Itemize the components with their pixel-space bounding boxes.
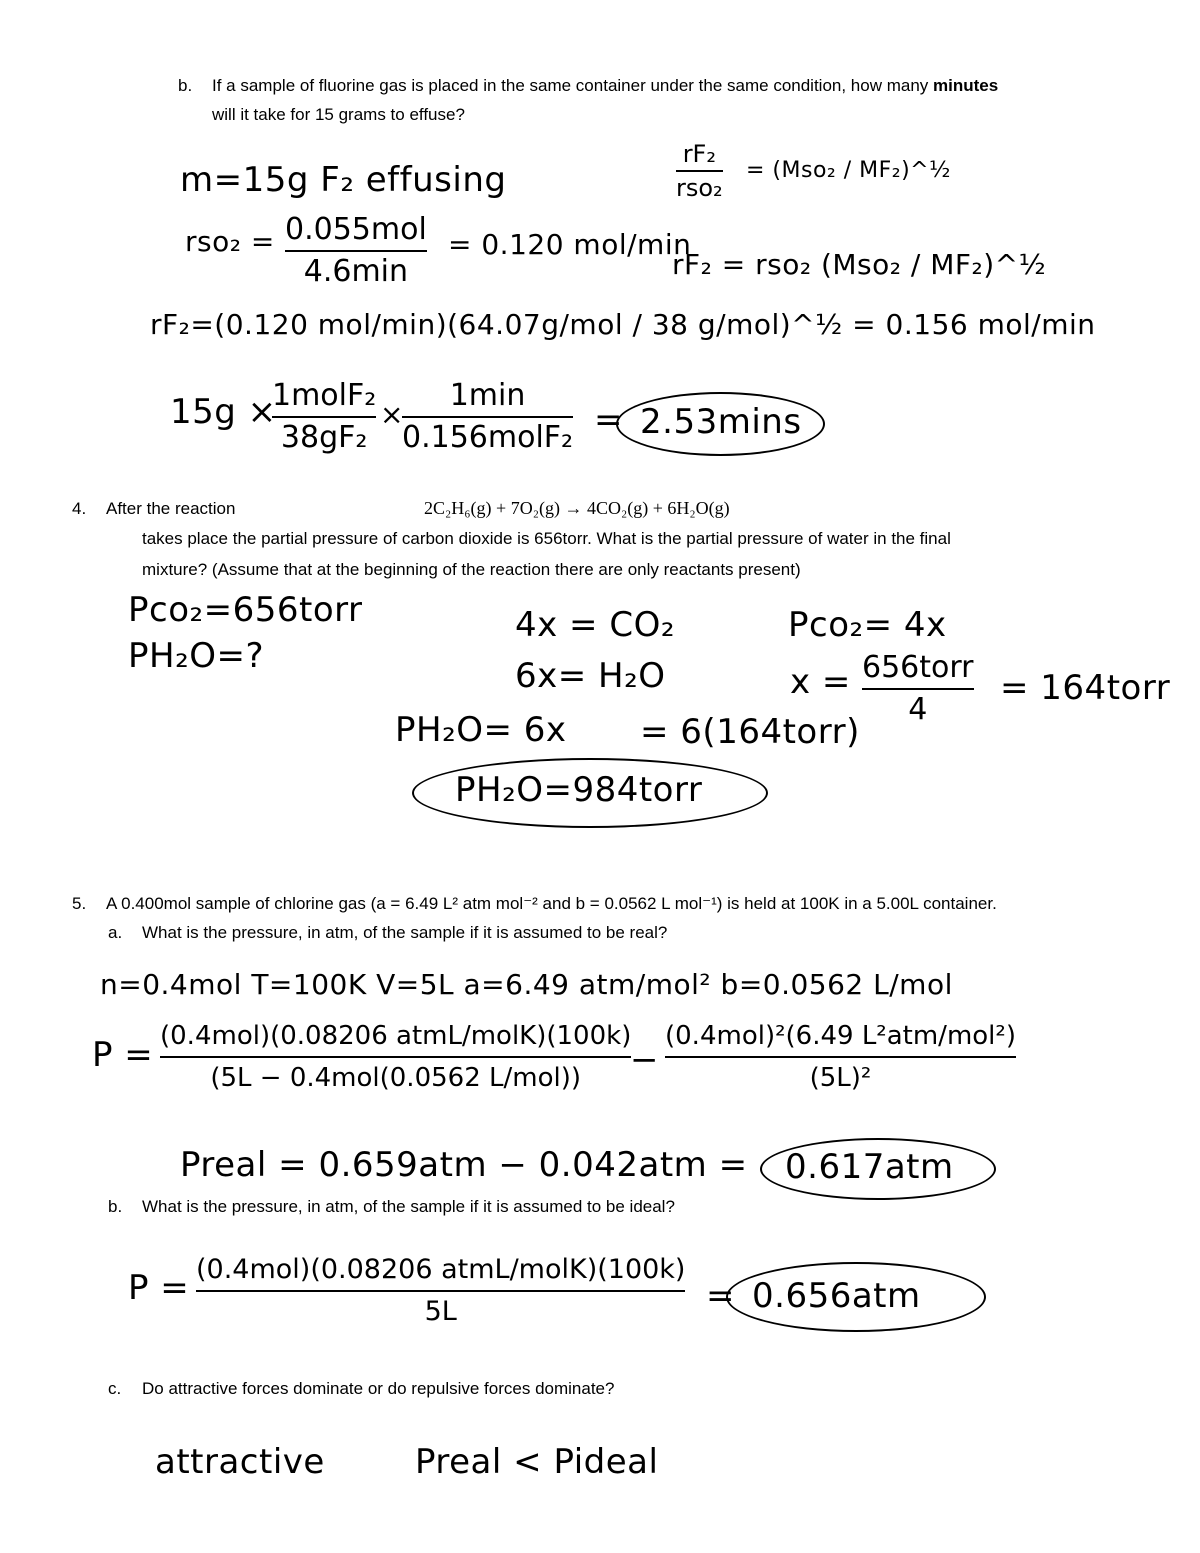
q5-p-den1: (5L − 0.4mol(0.0562 L/mol)): [210, 1063, 581, 1093]
q4-ph2o-6x: PH₂O= 6x: [395, 710, 567, 750]
q4-pco2-4x: Pco₂= 4x: [788, 605, 947, 645]
q3b-conv-f1-num: 1molF₂: [272, 378, 377, 413]
q3b-text-line2: will it take for 15 grams to effuse?: [212, 105, 465, 124]
q3b-conv-equals: =: [594, 400, 623, 440]
q5-preal: Preal = 0.659atm − 0.042atm =: [180, 1145, 748, 1185]
q5a-label: a.: [108, 923, 123, 942]
q3b-conv-f2-num: 1min: [449, 378, 526, 413]
q3b-answer: 2.53mins: [640, 402, 802, 442]
q5-ideal-answer: 0.656atm: [752, 1276, 921, 1316]
q5-real-answer: 0.617atm: [785, 1147, 954, 1187]
q3b-conv-f2-bar: [402, 416, 573, 418]
q3b-graham-rearranged: rF₂ = rso₂ (Mso₂ / MF₂)^½: [672, 248, 1047, 281]
q3b-graham-lhs: [676, 140, 723, 202]
q3b-rate-den: 4.6min: [303, 254, 409, 289]
q4-equation: 2C₂H₆(g) + 7O₂(g) → 4CO₂(g) + 6H₂O(g): [424, 498, 730, 518]
q3b-conv-f1-den: 38gF₂: [280, 420, 368, 455]
q5c-compare: Preal < Pideal: [415, 1442, 659, 1482]
q5-label: 5.: [72, 894, 87, 913]
q5-pi-equals: =: [706, 1276, 735, 1316]
q4-ph2o-question: PH₂O=?: [128, 636, 264, 676]
q3b-calc: rF₂=(0.120 mol/min)(64.07g/mol / 38 g/mol)^½ = 0.156 mol/min: [150, 308, 1096, 341]
q3b-graham-lhs-den: rso₂: [676, 174, 723, 202]
q5-p-num1: (0.4mol)(0.08206 atmL/molK)(100k): [160, 1021, 632, 1051]
q4-x-fraction: [862, 650, 974, 728]
q3b-conv-f1-bar: [272, 416, 376, 418]
q3b-conv-factor1: [272, 378, 376, 456]
q4-x-bar: [862, 688, 974, 690]
q5-text: A 0.400mol sample of chlorine gas (a = 6.49 L² atm mol⁻² and b = 0.0562 L mol⁻¹) is held at 100K in a 5.00L container.: [106, 894, 997, 913]
q5-pi-fraction: [196, 1252, 685, 1330]
q3b-rate-lhs: rso₂ =: [185, 225, 275, 258]
q4-ratio-co2: 4x = CO₂: [515, 605, 675, 645]
q5-pi-den: 5L: [424, 1296, 457, 1327]
q3b-conv-times: ×: [380, 398, 404, 431]
q4-answer: PH₂O=984torr: [455, 770, 703, 810]
q3b-label: b.: [178, 76, 193, 95]
q4-ratio-h2o: 6x= H₂O: [515, 656, 666, 696]
q5c-text: Do attractive forces dominate or do repulsive forces dominate?: [142, 1379, 615, 1398]
q4-pco2-given: Pco₂=656torr: [128, 590, 363, 630]
q4-ph2o-calc: = 6(164torr): [640, 712, 860, 752]
q4-x-lhs: x =: [790, 662, 851, 702]
q5-p-den2: (5L)²: [809, 1063, 872, 1093]
q4-text-line2: takes place the partial pressure of carbon dioxide is 656torr. What is the partial pressure of water in the final: [142, 529, 951, 548]
q3b-conv-factor2: [402, 378, 573, 456]
q5-pi-num: (0.4mol)(0.08206 atmL/molK)(100k): [196, 1254, 686, 1285]
q3b-graham-rhs: = (Mso₂ / MF₂)^½: [746, 158, 951, 183]
q4-label: 4.: [72, 499, 87, 518]
q5-pi-bar: [196, 1290, 685, 1292]
q5-pi-lhs: P =: [128, 1268, 190, 1308]
q3b-given: m=15g F₂ effusing: [180, 160, 507, 200]
q3b-text-line1-bold: minutes: [933, 76, 999, 95]
q5-p-bar1: [160, 1056, 631, 1058]
q5-given: n=0.4mol T=100K V=5L a=6.49 atm/mol² b=0.0562 L/mol: [100, 968, 953, 1001]
q5a-text: What is the pressure, in atm, of the sample if it is assumed to be real?: [142, 923, 668, 942]
q5b-label: b.: [108, 1197, 123, 1216]
q5c-label: c.: [108, 1379, 122, 1398]
q5-p-minus: −: [630, 1040, 659, 1080]
q5c-attractive: attractive: [155, 1442, 325, 1482]
q5-p-num2: (0.4mol)²(6.49 L²atm/mol²): [665, 1021, 1016, 1051]
q3b-rate-num: 0.055mol: [285, 212, 427, 247]
q5b-text: What is the pressure, in atm, of the sample if it is assumed to be ideal?: [142, 1197, 675, 1216]
q5-p-term2: [665, 1018, 1016, 1096]
q5-p-term1: [160, 1018, 631, 1096]
q4-x-result: = 164torr: [1000, 668, 1171, 708]
q5-p-lhs: P =: [92, 1035, 154, 1075]
q3b-conv-f2-den: 0.156molF₂: [402, 420, 574, 455]
q3b-graham-lhs-bar: [676, 170, 723, 172]
q3b-rate-bar: [285, 250, 427, 252]
q4-x-num: 656torr: [862, 650, 974, 685]
q3b-text-line1: [212, 75, 998, 97]
q3b-graham-lhs-num: rF₂: [682, 140, 716, 168]
q3b-conv-start: 15g ×: [170, 392, 277, 432]
q4-text-line3: mixture? (Assume that at the beginning of the reaction there are only reactants present): [142, 560, 801, 579]
q4-intro: After the reaction: [106, 499, 236, 518]
q3b-rate-fraction: [285, 212, 427, 290]
q5-p-bar2: [665, 1056, 1016, 1058]
q3b-rate-result: = 0.120 mol/min: [448, 228, 692, 261]
q3b-text-line1-a: If a sample of fluorine gas is placed in the same container under the same condition, how many: [212, 76, 934, 95]
q4-x-den: 4: [908, 692, 928, 727]
